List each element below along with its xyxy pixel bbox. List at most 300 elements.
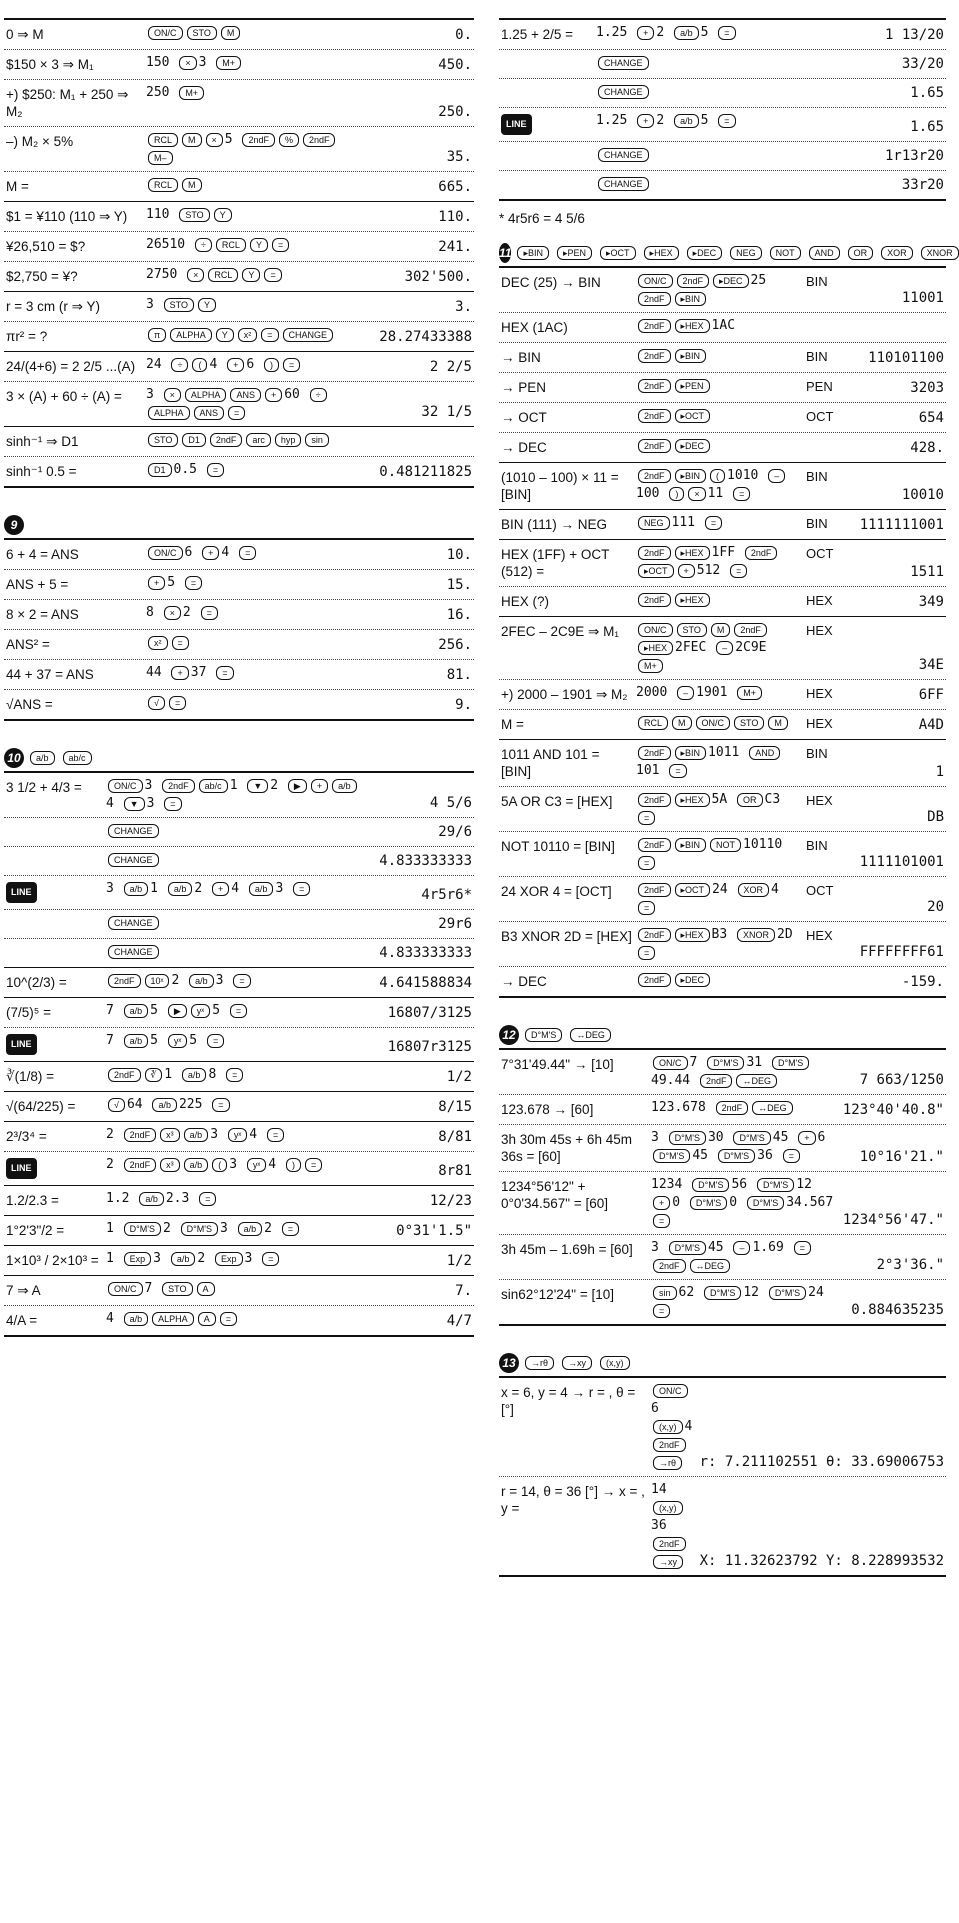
mode-label: OCT [806, 546, 834, 561]
row-description [4, 939, 104, 951]
row-description: r = 14, θ = 36 [°] → x = , y = [501, 1484, 645, 1516]
result-value: 1 13/20 [884, 27, 944, 43]
row-description: 5A OR C3 = [HEX] [501, 794, 613, 809]
calculator-key: 2ndF [653, 1259, 686, 1273]
row-description [4, 847, 104, 859]
example-group [499, 539, 946, 616]
key-sequence: 3 × ALPHA ANS + 60 ÷ALPHA ANS = [144, 382, 364, 426]
key-sequence [104, 910, 364, 936]
calculator-key: ÷ [195, 238, 212, 252]
key-sequence: 1 D°M'S 2 D°M'S 3 a/b 2 = [104, 1216, 364, 1242]
section-number: 11 [499, 243, 511, 263]
calculator-key: ▸BIN [675, 838, 707, 852]
calculator-key: ↔DEG [752, 1101, 793, 1115]
example-row [4, 321, 474, 351]
calculator-key: M– [148, 151, 173, 165]
calculator-key: ▶ [288, 779, 307, 793]
row-description: 2³/3⁴ = [6, 1129, 47, 1144]
section-number: 9 [4, 515, 24, 535]
calculator-key: = [293, 882, 310, 896]
section-number: 12 [499, 1025, 519, 1045]
calculator-key: CHANGE [598, 85, 649, 99]
example-group [499, 1050, 946, 1324]
mode-label [804, 313, 846, 325]
row-description: ANS² = [6, 637, 50, 652]
example-row [4, 540, 474, 569]
calculator-key: + [202, 546, 219, 560]
example-row [4, 1305, 474, 1335]
result-value: 8/81 [438, 1129, 472, 1145]
calculator-key: RCL [148, 178, 178, 192]
calculator-key: ▸HEX [675, 928, 710, 942]
example-group [4, 1121, 474, 1185]
example-group [4, 201, 474, 291]
row-description: 7 ⇒ A [6, 1283, 41, 1298]
calculator-key: 2ndF [638, 838, 671, 852]
memory-section [4, 18, 474, 488]
calculator-key: a/b [152, 1098, 177, 1112]
calculator-key: ▸HEX [675, 546, 710, 560]
header-key: ▸BIN [517, 246, 549, 260]
section-header [4, 745, 474, 771]
mode-label: PEN [806, 379, 833, 394]
calculator-key: = [783, 1149, 800, 1163]
calculator-key: M+ [638, 659, 663, 673]
row-description: 6 + 4 = ANS [6, 547, 79, 562]
row-description: DEC (25) → BIN [501, 275, 601, 290]
header-key: OR [848, 246, 874, 260]
example-row [4, 352, 474, 381]
calculator-key: = [638, 856, 655, 870]
calculator-key: ▸OCT [675, 883, 711, 897]
calculator-key: = [201, 606, 218, 620]
calculator-key: a/b [674, 114, 699, 128]
example-row [499, 831, 946, 876]
calculator-key: + [148, 576, 165, 590]
key-sequence [634, 433, 804, 459]
calculator-key: ∛ [145, 1068, 163, 1082]
result-value: 7 663/1250 [859, 1072, 944, 1088]
calculator-key: hyp [275, 433, 302, 447]
result-value: 29r6 [438, 916, 472, 932]
mode-label: HEX [806, 928, 833, 943]
result-value: 256. [438, 637, 472, 653]
result-value: 654 [918, 410, 944, 426]
calculator-key: ALPHA [152, 1312, 194, 1326]
calculator-key: + [265, 388, 282, 402]
calculator-key: ON/C [108, 779, 143, 793]
calculator-key: M+ [737, 686, 762, 700]
result-value: 6FF [918, 687, 944, 703]
calculator-key: + [678, 564, 695, 578]
result-value: 1111101001 [859, 854, 944, 870]
row-description: √ANS = [6, 697, 53, 712]
calculator-key: ON/C [638, 623, 673, 637]
row-description: x = 6, y = 4 → r = , θ = [°] [501, 1385, 636, 1417]
row-description: 8 × 2 = ANS [6, 607, 79, 622]
calculator-key: ab/c [199, 779, 228, 793]
calculator-key: NEG [638, 516, 670, 530]
result-value: 4.833333333 [379, 945, 472, 961]
calculator-key: × [206, 133, 223, 147]
row-description: → BIN [501, 350, 541, 365]
key-sequence: 2ndF ∛ 1 a/b 8 = [104, 1062, 364, 1088]
calculator-key: a/b [332, 779, 357, 793]
example-row [4, 846, 474, 875]
calculator-key: Y [198, 298, 216, 312]
row-description: HEX (1FF) + OCT (512) = [501, 547, 610, 579]
calculator-key: ▸HEX [675, 593, 710, 607]
calculator-key: x³ [160, 1128, 180, 1142]
calculator-key: CHANGE [108, 945, 159, 959]
row-description: B3 XNOR 2D = [HEX] [501, 929, 632, 944]
row-description [499, 50, 594, 62]
calculator-key: ANS [194, 406, 225, 420]
key-sequence: ON/C STO M 2ndF▸HEX 2FEC – 2C9E M+ [634, 617, 804, 679]
result-value: 1111111001 [859, 517, 944, 533]
fraction-section [4, 771, 474, 1337]
calculator-key: 2ndF [734, 623, 767, 637]
example-row [4, 1151, 474, 1185]
key-sequence: 3 D°M'S 45 – 1.69 =2ndF ↔DEG [649, 1235, 836, 1279]
example-row [4, 817, 474, 846]
line-mode-badge: LINE [6, 1034, 37, 1055]
calculator-key: ÷ [310, 388, 327, 402]
result-value: A4D [918, 717, 944, 733]
result-value: 0.481211825 [379, 464, 472, 480]
example-row [4, 1027, 474, 1061]
key-sequence [144, 630, 364, 656]
calculator-key: NOT [710, 838, 741, 852]
key-sequence [104, 847, 364, 873]
example-group [4, 967, 474, 997]
example-group [4, 1185, 474, 1215]
calculator-key: 2ndF [242, 133, 275, 147]
calculator-key: ON/C [148, 546, 183, 560]
row-description: 1.2/2.3 = [6, 1193, 59, 1208]
calculator-key: = [169, 696, 186, 710]
calculator-key: 2ndF [638, 292, 671, 306]
calculator-key: √ [148, 696, 165, 710]
example-group [4, 1275, 474, 1335]
result-value: 16807/3125 [387, 1005, 472, 1021]
example-row [4, 49, 474, 79]
row-description [4, 818, 104, 830]
calculator-key: D°M'S [757, 1178, 794, 1192]
example-row [499, 540, 946, 586]
key-sequence: ON/C 3 2ndF ab/c 1 ▼ 2 ▶ + a/b4 ▼ 3 = [104, 773, 364, 817]
calculator-key: Y [214, 208, 232, 222]
row-description: sinh⁻¹ ⇒ D1 [6, 434, 79, 449]
key-sequence [634, 710, 804, 736]
result-value: 20 [927, 899, 944, 915]
header-key: a/b [30, 751, 55, 765]
example-group [4, 20, 474, 201]
header-key: →xy [562, 1356, 592, 1370]
row-description [499, 108, 594, 141]
calculator-key: sin [305, 433, 329, 447]
key-sequence [634, 403, 804, 429]
row-description: r = 3 cm (r ⇒ Y) [6, 299, 100, 314]
calculator-key: ▸HEX [638, 641, 673, 655]
fraction-continued [499, 18, 946, 201]
result-value: 349 [918, 594, 944, 610]
example-row [4, 659, 474, 689]
example-group [499, 268, 946, 462]
result-value: 3. [455, 299, 472, 315]
example-row [4, 126, 474, 171]
calculator-key: D°M'S [747, 1196, 784, 1210]
header-key: ▸DEC [687, 246, 723, 260]
calculator-key: = [220, 1312, 237, 1326]
result-value: 2°3'36." [876, 1257, 944, 1273]
example-row [499, 1171, 946, 1234]
header-key: XNOR [921, 246, 959, 260]
example-row [499, 1378, 946, 1476]
key-sequence [594, 171, 846, 197]
example-row [499, 141, 946, 170]
calculator-key: yˣ [191, 1004, 210, 1018]
key-sequence [634, 343, 804, 369]
result-value: 665. [438, 179, 472, 195]
calculator-key: D°M'S [733, 1131, 770, 1145]
row-description: √(64/225) = [6, 1099, 76, 1114]
example-row [4, 569, 474, 599]
calculator-key: × [187, 268, 204, 282]
calculator-key: a/b [124, 1004, 149, 1018]
example-row [4, 202, 474, 231]
calculator-key: CHANGE [598, 56, 649, 70]
example-row [499, 617, 946, 679]
example-row [4, 171, 474, 201]
example-row [4, 968, 474, 997]
row-description: HEX (1AC) [501, 320, 568, 335]
row-description: 44 + 37 = ANS [6, 667, 94, 682]
calculator-key: a/b [249, 882, 274, 896]
result-value: 2 2/5 [429, 359, 472, 375]
result-value: 1r13r20 [884, 148, 944, 164]
key-sequence: 1.25 + 2 a/b 5 = [594, 20, 846, 46]
example-group [4, 1215, 474, 1245]
example-row [499, 586, 946, 616]
calculator-key: CHANGE [108, 853, 159, 867]
example-row [4, 231, 474, 261]
header-key: ▸OCT [600, 246, 636, 260]
calculator-key: + [212, 882, 229, 896]
header-key: NOT [770, 246, 801, 260]
key-sequence: 8 × 2 = [144, 600, 364, 626]
calculator-key: ▸DEC [675, 973, 711, 987]
calculator-key: M [711, 623, 731, 637]
calculator-key: M [182, 178, 202, 192]
result-value: 428. [910, 440, 944, 456]
key-sequence: 2ndF ▸HEX 1FF 2ndF▸OCT + 512 = [634, 540, 804, 584]
calculator-key: 2ndF [677, 274, 710, 288]
example-row [4, 909, 474, 938]
calculator-key: XOR [738, 883, 770, 897]
calculator-key: ( [212, 1158, 227, 1172]
calculator-key: × [688, 487, 705, 501]
key-sequence: 26510 ÷ RCL Y = [144, 232, 364, 258]
mode-label: HEX [806, 793, 833, 808]
calculator-key: 2ndF [638, 319, 671, 333]
calculator-key: ON/C [653, 1384, 688, 1398]
calculator-key: ALPHA [148, 406, 190, 420]
result-value: 0.884635235 [851, 1302, 944, 1318]
calculator-key: – [768, 469, 785, 483]
key-sequence [144, 427, 364, 453]
example-group [4, 426, 474, 486]
calculator-key: 2ndF [653, 1537, 686, 1551]
row-description: 0 ⇒ M [6, 27, 44, 42]
key-sequence: 2ndF 10ˣ 2 a/b 3 = [104, 968, 364, 994]
example-row [499, 1124, 946, 1171]
example-row [499, 107, 946, 141]
result-value: 1511 [910, 564, 944, 580]
calculator-key: yˣ [168, 1034, 187, 1048]
result-value: r: 7.211102551 θ: 33.69006753 [699, 1454, 944, 1470]
key-sequence: 2750 × RCL Y = [144, 262, 364, 288]
example-row [4, 1062, 474, 1091]
row-description: 3h 30m 45s + 6h 45m 36s = [60] [501, 1132, 632, 1164]
calculator-key: – [716, 641, 733, 655]
coordinate-section [499, 1376, 946, 1577]
calculator-key: = [261, 328, 278, 342]
calculator-key: = [230, 1004, 247, 1018]
header-key: D°M'S [525, 1028, 562, 1042]
row-description [4, 1152, 104, 1185]
example-row [4, 381, 474, 426]
calculator-key: x² [148, 636, 168, 650]
mode-label: HEX [806, 686, 833, 701]
example-row [4, 1216, 474, 1245]
header-key: NEG [730, 246, 762, 260]
calculator-key: 2ndF [638, 593, 671, 607]
calculator-key: yˣ [247, 1158, 266, 1172]
result-value: 9. [455, 697, 472, 713]
key-sequence: 3 D°M'S 30 D°M'S 45 + 6 D°M'S 45 D°M'S 36 = [651, 1130, 826, 1163]
calculator-key: STO [677, 623, 707, 637]
calculator-key: M [768, 716, 788, 730]
calculator-key: 2ndF [124, 1158, 157, 1172]
calculator-key: sin [653, 1286, 677, 1300]
example-row [4, 1246, 474, 1275]
calculator-key: ▸HEX [675, 793, 710, 807]
calculator-key: = [233, 974, 250, 988]
example-row [499, 20, 946, 49]
example-row [499, 49, 946, 78]
calculator-key: = [653, 1304, 670, 1318]
line-mode-badge: LINE [6, 1158, 37, 1179]
key-sequence [634, 373, 804, 399]
calculator-key: = [283, 358, 300, 372]
calculator-key: = [185, 576, 202, 590]
key-sequence [144, 322, 364, 348]
result-value: 28.27433388 [379, 329, 472, 345]
row-description [499, 142, 594, 154]
calculator-key: 2ndF [638, 973, 671, 987]
calculator-key: ÷ [171, 358, 188, 372]
calculator-key: ▸HEX [675, 319, 710, 333]
calculator-key: = [638, 811, 655, 825]
sexagesimal-section [499, 1048, 946, 1326]
result-value: 10°16'21." [859, 1149, 944, 1165]
calculator-key: →rθ [653, 1456, 682, 1470]
calculator-key: ▸OCT [675, 409, 711, 423]
result-value: 0°31'1.5" [396, 1223, 472, 1239]
result-value: 16807r3125 [387, 1039, 472, 1055]
calculator-key: + [171, 666, 188, 680]
key-sequence [104, 939, 364, 965]
mode-label: BIN [806, 349, 828, 364]
result-value: 123°40'40.8" [842, 1102, 944, 1118]
result-value: 1 [935, 764, 944, 780]
key-sequence: 14 (x,y)36 2ndF→xy [649, 1477, 698, 1575]
example-row [499, 510, 946, 539]
section-header [499, 1022, 946, 1048]
result-value: 0. [455, 27, 472, 43]
calculator-key: a/b [124, 882, 149, 896]
result-value: 302'500. [404, 269, 472, 285]
row-description: → DEC [501, 440, 547, 455]
key-sequence: 2 2ndF x³ a/b 3 yˣ 4 = [104, 1122, 364, 1148]
calculator-key: Y [242, 268, 260, 282]
example-row [499, 876, 946, 921]
row-description: 1234°56'12" + 0°0'34.567" = [60] [501, 1179, 608, 1211]
result-value: 1.65 [910, 85, 944, 101]
example-group [4, 351, 474, 426]
calculator-key: = [730, 564, 747, 578]
calculator-key: = [733, 487, 750, 501]
result-value: 33r20 [901, 177, 944, 193]
mode-label: BIN [806, 746, 828, 761]
mode-label: BIN [806, 274, 828, 289]
result-value: 10. [446, 547, 472, 563]
row-description: 4/A = [6, 1313, 38, 1328]
row-description: +) $250: M₁ + 250 ⇒ M₂ [6, 87, 129, 119]
calculator-key: RCL [638, 716, 668, 730]
calculator-key: D°M'S [181, 1222, 218, 1236]
calculator-key: π [148, 328, 166, 342]
key-sequence: 1.25 + 2 a/b 5 = [594, 108, 846, 134]
row-description: 24/(4+6) = 2 2/5 ...(A) [6, 359, 136, 374]
example-row [499, 170, 946, 199]
calculator-key: CHANGE [108, 824, 159, 838]
key-sequence [144, 690, 364, 716]
calculator-key: = [164, 797, 181, 811]
example-row [499, 312, 946, 342]
example-group [499, 20, 946, 199]
example-row [4, 427, 474, 456]
row-description: → PEN [501, 380, 547, 395]
example-row [4, 875, 474, 909]
calculator-key: D1 [148, 463, 172, 477]
example-group [499, 739, 946, 996]
row-description: (7/5)⁵ = [6, 1005, 51, 1020]
calculator-key: = [705, 516, 722, 530]
result-value: 1234°56'47." [842, 1212, 944, 1228]
key-sequence: 110 STO Y [144, 202, 364, 228]
calculator-key: STO [164, 298, 194, 312]
key-sequence: 1.2 a/b 2.3 = [104, 1186, 364, 1212]
calculator-key: ▸BIN [675, 292, 707, 306]
example-row [499, 1476, 946, 1575]
calculator-key: = [638, 946, 655, 960]
calculator-key: D°M'S [707, 1056, 744, 1070]
calculator-key: STO [162, 1282, 192, 1296]
mode-label: BIN [806, 838, 828, 853]
result-value: 250. [438, 104, 472, 120]
